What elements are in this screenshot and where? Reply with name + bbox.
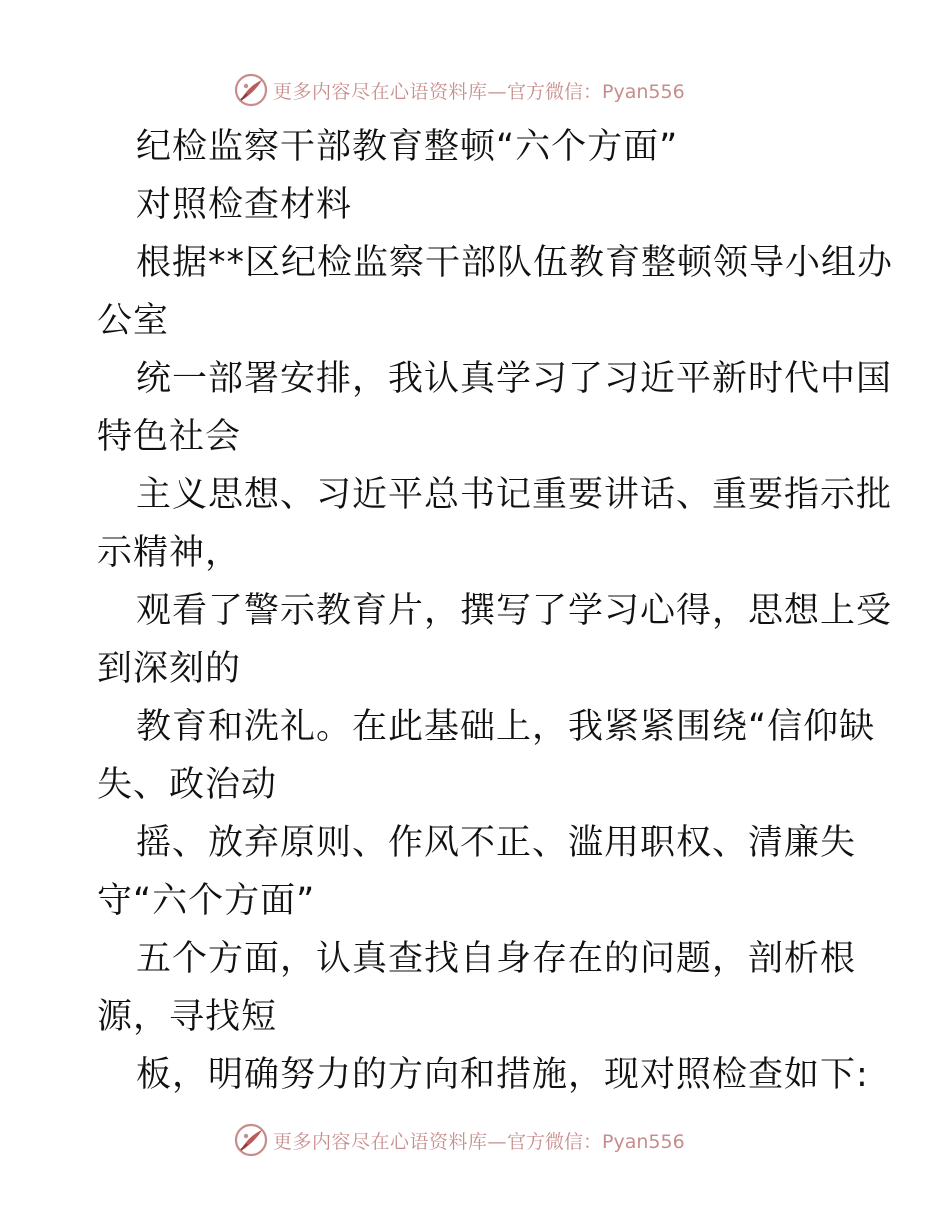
header-site-text: 更多内容尽在心语资料库— <box>273 80 508 103</box>
doc-paragraph-line: 特色社会 <box>97 417 242 457</box>
doc-paragraph-line: 失、政治动 <box>97 765 278 805</box>
doc-paragraph-line: 观看了警示教育片，撰写了学习心得，思想上受 <box>136 591 893 631</box>
footer-watermark <box>233 1122 685 1158</box>
doc-paragraph-line: 摇、放弃原则、作风不正、滥用职权、清廉失 <box>136 823 857 863</box>
footer-site-text: 更多内容尽在心语资料库— <box>273 1130 508 1153</box>
header-wechat-text: 官方微信：Pyan556 <box>507 80 685 103</box>
doc-title-line-2: 对照检查材料 <box>136 185 353 225</box>
doc-paragraph-line: 守“六个方面” <box>97 881 316 921</box>
doc-paragraph-line: 源，寻找短 <box>97 997 278 1037</box>
doc-paragraph-line: 统一部署安排，我认真学习了习近平新时代中国 <box>136 359 893 399</box>
feather-pen-logo-icon <box>233 72 269 108</box>
doc-paragraph-line: 主义思想、习近平总书记重要讲话、重要指示批 <box>136 475 893 515</box>
doc-paragraph-line: 板，明确努力的方向和措施，现对照检查如下: <box>136 1055 869 1095</box>
doc-title-line-1: 纪检监察干部教育整顿“六个方面” <box>136 127 679 167</box>
feather-pen-logo-icon <box>233 1122 269 1158</box>
doc-paragraph-line: 教育和洗礼。在此基础上，我紧紧围绕“信仰缺 <box>136 707 876 747</box>
doc-paragraph-line: 五个方面，认真查找自身存在的问题，剖析根 <box>136 939 857 979</box>
doc-paragraph-line: 到深刻的 <box>97 649 242 689</box>
doc-paragraph-line: 示精神， <box>97 533 242 573</box>
doc-paragraph-line: 公室 <box>97 301 170 341</box>
doc-paragraph-line: 根据**区纪检监察干部队伍教育整顿领导小组办 <box>136 243 894 283</box>
header-watermark <box>233 72 685 108</box>
footer-wechat-text: 官方微信：Pyan556 <box>507 1130 685 1153</box>
document-body <box>97 118 894 1104</box>
